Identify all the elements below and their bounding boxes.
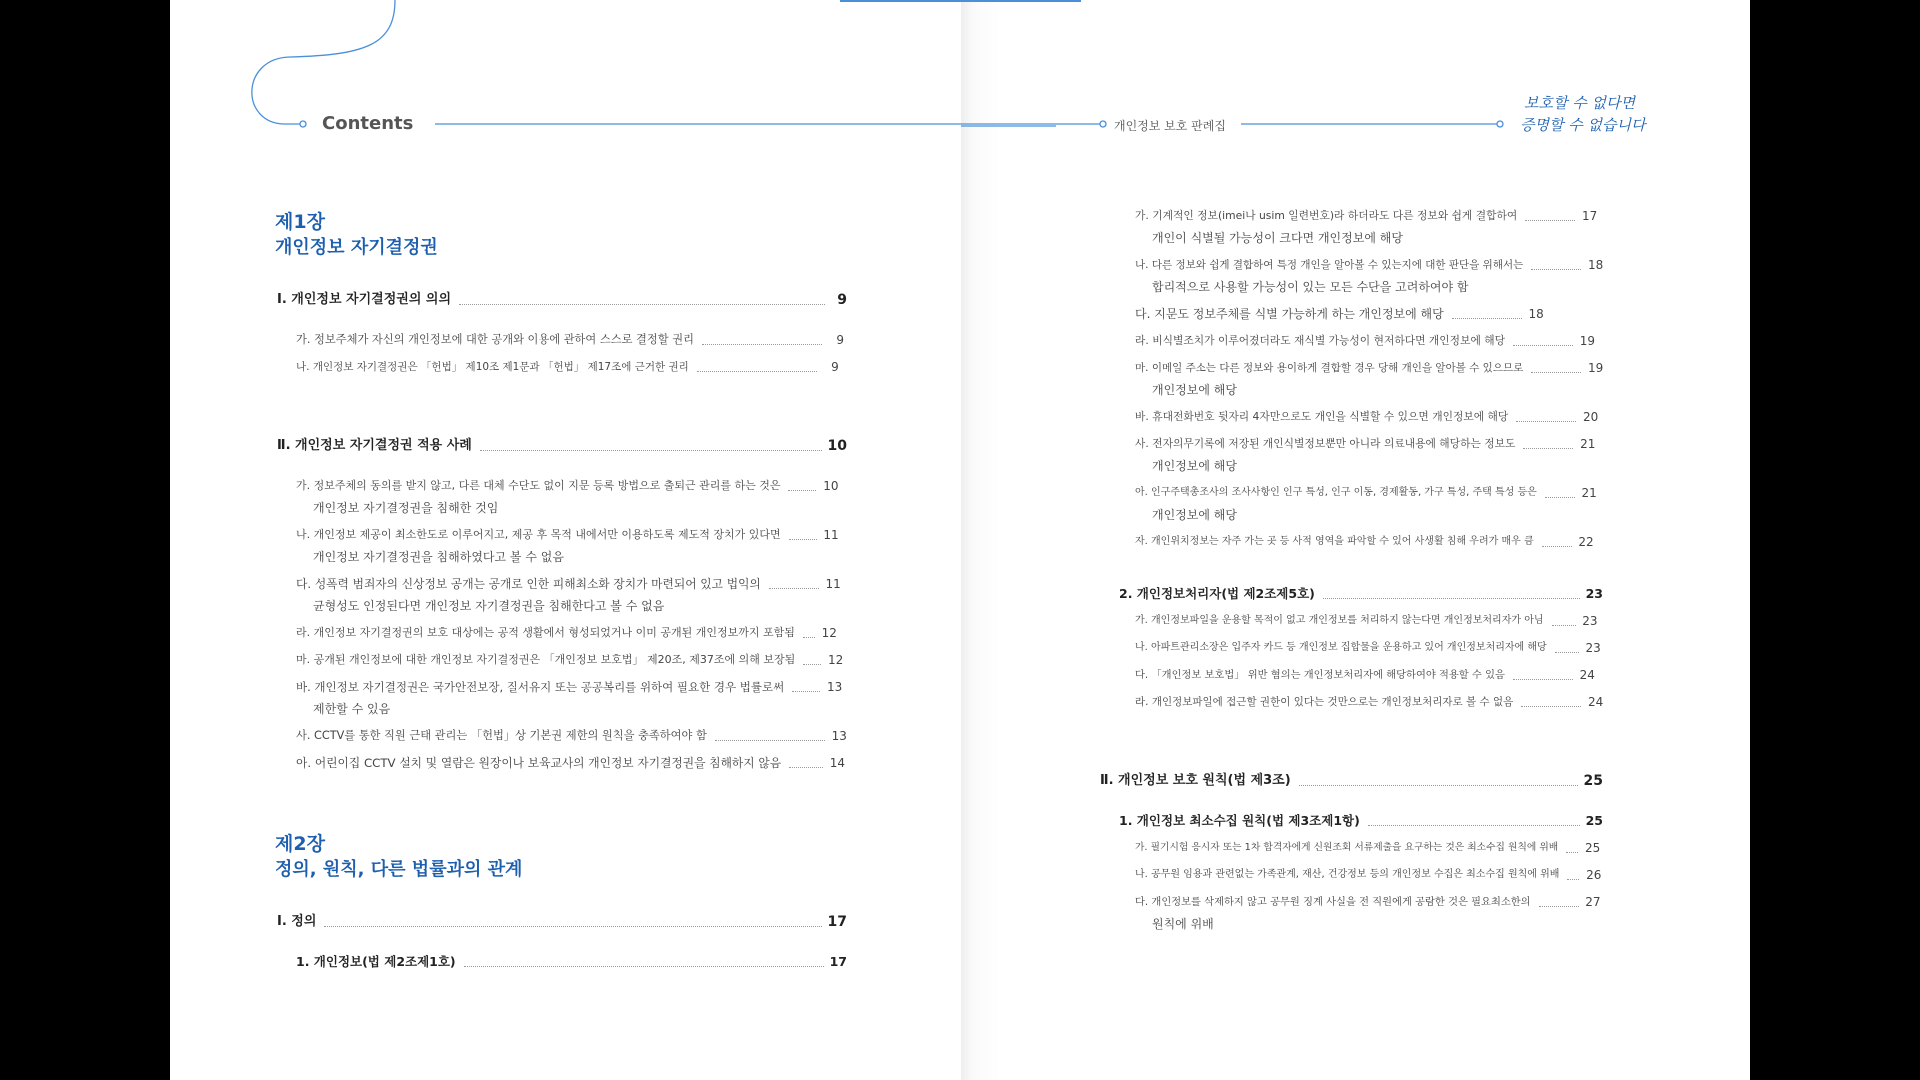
toc-entry-page: 18 [1587,258,1604,272]
toc-entry-text: 1. 개인정보 최소수집 원칙(법 제3조제1항) [1119,813,1360,828]
toc-entry-page: 17 [1581,209,1598,223]
toc-entry-page: 9 [836,333,844,347]
toc-entry-text: 다. 지문도 정보주체를 식별 가능하게 하는 개인정보에 해당 [1135,307,1444,321]
slogan-line2: 증명할 수 없습니다 [1520,116,1646,134]
toc-entry-text: 라. 개인정보파일에 접근할 권한이 있다는 것만으로는 개인정보처리자로 볼 수 없음 [1135,696,1514,708]
toc-entry[interactable] [296,356,847,378]
toc-entry-continuation: 개인이 식별될 가능성이 크다면 개인정보에 해당 [1152,231,1403,245]
toc-entry-text: 바. 휴대전화번호 뒷자리 4자만으로도 개인을 식별할 수 있으면 개인정보에 해당 [1135,410,1509,423]
toc-entry-text: 1. 개인정보(법 제2조제1호) [296,954,456,969]
toc-entry-text: Ⅱ. 개인정보 자기결정권 적용 사례 [277,438,472,453]
toc-entry-page: 12 [821,626,837,640]
toc-entry-page: 12 [827,653,844,667]
toc-entry[interactable] [277,911,847,933]
toc-entry-page: 23 [1582,614,1598,628]
toc-entry[interactable] [1135,303,1603,325]
toc-entry-continuation: 합리적으로 사용할 가능성이 있는 모든 수단을 고려하여야 함 [1152,280,1469,294]
toc-entry-text: 사. CCTV를 통한 직원 근태 관리는 「헌법」상 기본권 제한의 원칙을 충족하여야 함 [296,729,707,742]
toc-entry-text: 아. 인구주택총조사의 조사사항인 인구 특성, 인구 이동, 경제활동, 가구 특성, 주택 특성 등은 [1135,487,1537,498]
toc-entry[interactable] [1135,330,1603,352]
toc-entry-page: 21 [1580,437,1596,451]
toc-entry[interactable] [1135,691,1603,713]
toc-entry-text: 나. 다른 정보와 쉽게 결합하여 특정 개인을 알아볼 수 있는지에 대한 판단을 위해서는 [1135,259,1524,271]
toc-entry-page: 13 [831,729,847,743]
toc-entry-page: 9 [831,360,839,374]
toc-entry[interactable] [277,435,847,457]
toc-entry-page: 25 [1584,841,1601,855]
toc-entry-page: 25 [1583,773,1603,789]
toc-entry-text: 다. 개인정보를 삭제하지 않고 공무원 징계 사실을 전 직원에게 공람한 것은 필요최소한의 [1135,896,1531,908]
toc-entry[interactable] [296,951,847,973]
toc-entry[interactable] [1135,531,1603,553]
toc-entry-text: Ⅱ. 개인정보 보호 원칙(법 제3조) [1100,773,1291,788]
toc-entry-continuation: 균형성도 인정된다면 개인정보 자기결정권을 침해한다고 볼 수 없음 [313,599,665,613]
toc-entry-text: Ⅰ. 개인정보 자기결정권의 의의 [277,292,452,307]
slogan-logo [1520,92,1714,148]
toc-entry-text: 나. 아파트관리소장은 입주자 카드 등 개인정보 집합물을 운용하고 있어 개인정보처리자에 해당 [1135,642,1547,653]
toc-entry-continuation: 개인정보에 해당 [1152,508,1237,522]
toc-entry-text: 바. 개인정보 자기결정권은 국가안전보장, 질서유지 또는 공공복리를 위하여 필요한 경우 법률로써 [296,680,785,694]
chapter2-title: 정의, 원칙, 다른 법률과의 관계 [275,859,523,880]
toc-entry-text: 라. 개인정보 자기결정권의 보호 대상에는 공적 생활에서 형성되었거나 이미 공개된 개인정보까지 포함됨 [296,626,795,639]
left-page [170,0,961,1080]
header-curve-decoration [170,0,961,140]
toc-entry[interactable] [296,649,847,671]
toc-entry-continuation: 개인정보에 해당 [1152,459,1237,473]
toc-entry[interactable] [1135,610,1603,632]
toc-entry-page: 17 [827,914,847,930]
toc-entry-text: 나. 개인정보 제공이 최소한도로 이루어지고, 제공 후 목적 내에서만 이용하도록 제도적 장치가 있다면 [296,528,781,541]
toc-entry[interactable] [1100,770,1603,792]
toc-entry[interactable] [1135,837,1603,859]
toc-entry-text: 사. 전자의무기록에 저장된 개인식별정보뿐만 아니라 의료내용에 해당하는 정보도 [1135,437,1516,450]
chapter1-label: 제1장 [275,211,325,233]
toc-entry-text: 자. 개인위치정보는 자주 가는 곳 등 사적 영역을 파악할 수 있어 사생활 침해 우려가 매우 큼 [1135,536,1534,547]
toc-entry-text: 라. 비식별조치가 이루어졌더라도 재식별 가능성이 현저하다면 개인정보에 해당 [1135,334,1506,347]
toc-entry-page: 23 [1585,641,1601,655]
toc-entry[interactable] [1135,433,1603,455]
toc-entry[interactable] [296,622,847,644]
toc-entry-continuation: 개인정보 자기결정권을 침해한 것임 [313,501,499,515]
toc-entry-page: 18 [1528,307,1544,321]
toc-entry-page: 11 [823,528,839,542]
toc-entry-page: 20 [1583,410,1599,424]
toc-entry-text: 나. 공무원 임용과 관련없는 가족관계, 재산, 건강정보 등의 개인정보 수집은 최소수집 원칙에 위배 [1135,869,1560,880]
toc-entry-text: 마. 이메일 주소는 다른 정보와 용이하게 결합할 경우 당해 개인을 알아볼 수 있으므로 [1135,362,1524,374]
toc-entry-continuation: 개인정보에 해당 [1152,383,1237,397]
toc-entry[interactable] [296,752,847,774]
toc-entry[interactable] [1135,254,1603,276]
toc-entry[interactable] [1119,583,1603,605]
contents-heading: Contents [322,113,414,134]
toc-entry[interactable] [296,676,847,698]
toc-entry-continuation: 제한할 수 있음 [313,702,391,716]
toc-entry-text: 아. 어린이집 CCTV 설치 및 열람은 원장이나 보육교사의 개인정보 자기결정권을 침해하지 않음 [296,756,782,770]
toc-entry-text: 2. 개인정보처리자(법 제2조제5호) [1119,586,1315,601]
toc-entry[interactable] [296,573,847,595]
toc-entry-page: 11 [825,577,841,591]
toc-entry-page: 25 [1585,813,1603,828]
toc-entry-text: 가. 개인정보파일을 운용할 목적이 없고 개인정보를 처리하지 않는다면 개인정보처리자가 아님 [1135,615,1544,626]
toc-entry[interactable] [1135,357,1603,379]
chapter1-title: 개인정보 자기결정권 [275,237,438,258]
book-title: 개인정보 보호 판례집 [1114,119,1226,133]
toc-entry[interactable] [296,329,847,351]
toc-entry-page: 17 [829,954,847,969]
toc-entry[interactable] [1135,637,1603,659]
toc-entry[interactable] [1135,891,1603,913]
toc-entry-text: 마. 공개된 개인정보에 대한 개인정보 자기결정권은 「개인정보 보호법」 제20조, 제37조에 의해 보장됨 [296,653,796,666]
toc-entry-continuation: 원칙에 위배 [1152,917,1214,931]
toc-entry-page: 10 [827,438,847,454]
toc-entry-page: 19 [1579,334,1596,348]
toc-entry-page: 22 [1578,535,1594,549]
chapter2-label: 제2장 [275,833,325,855]
toc-entry[interactable] [1119,810,1603,832]
slogan-line1: 보호할 수 없다면 [1524,94,1635,112]
toc-entry-page: 13 [826,680,843,694]
toc-entry-page: 24 [1587,695,1604,709]
toc-entry-page: 24 [1579,668,1595,682]
toc-entry[interactable] [1135,864,1603,886]
toc-entry[interactable] [1135,205,1603,227]
toc-entry[interactable] [296,475,847,497]
toc-entry-text: 나. 개인정보 자기결정권은 「헌법」 제10조 제1문과 「헌법」 제17조에 근거한 권리 [296,361,689,373]
toc-entry-page: 14 [829,756,846,770]
toc-entry-text: 다. 성폭력 범죄자의 신상정보 공개는 공개로 인한 피해최소화 장치가 마련되어 있고 법익의 [296,577,761,591]
toc-entry-text: 가. 정보주체가 자신의 개인정보에 대한 공개와 이용에 관하여 스스로 결정할 권리 [296,333,694,346]
toc-entry-page: 27 [1585,895,1601,909]
toc-entry-continuation: 개인정보 자기결정권을 침해하였다고 볼 수 없음 [313,550,564,564]
toc-entry[interactable] [1135,482,1603,504]
toc-entry-page: 23 [1585,586,1603,601]
toc-entry-page: 9 [837,292,847,308]
right-page [961,0,1750,1080]
toc-entry-text: Ⅰ. 정의 [277,914,317,929]
toc-entry[interactable] [277,289,847,311]
toc-entry-text: 가. 필기시험 응시자 또는 1차 합격자에게 신원조회 서류제출을 요구하는 것은 최소수집 원칙에 위배 [1135,842,1559,853]
toc-entry[interactable] [296,725,847,747]
toc-entry-page: 21 [1581,486,1597,500]
toc-entry-text: 가. 정보주체의 동의를 받지 않고, 다른 대체 수단도 없이 지문 등록 방법으로 출퇴근 관리를 하는 것은 [296,479,781,492]
toc-entry-text: 가. 기계적인 정보(imei나 usim 일련번호)라 하더라도 다른 정보와 쉽게 결합하여 [1135,209,1518,222]
toc-entry[interactable] [1135,406,1603,428]
toc-entry-text: 다. 「개인정보 보호법」 위반 혐의는 개인정보처리자에 해당하여야 적용할 수 있음 [1135,669,1505,681]
toc-entry-page: 10 [823,479,839,493]
toc-entry[interactable] [1135,664,1603,686]
toc-entry[interactable] [296,524,847,546]
toc-entry-page: 19 [1587,361,1604,375]
toc-entry-page: 26 [1586,868,1602,882]
